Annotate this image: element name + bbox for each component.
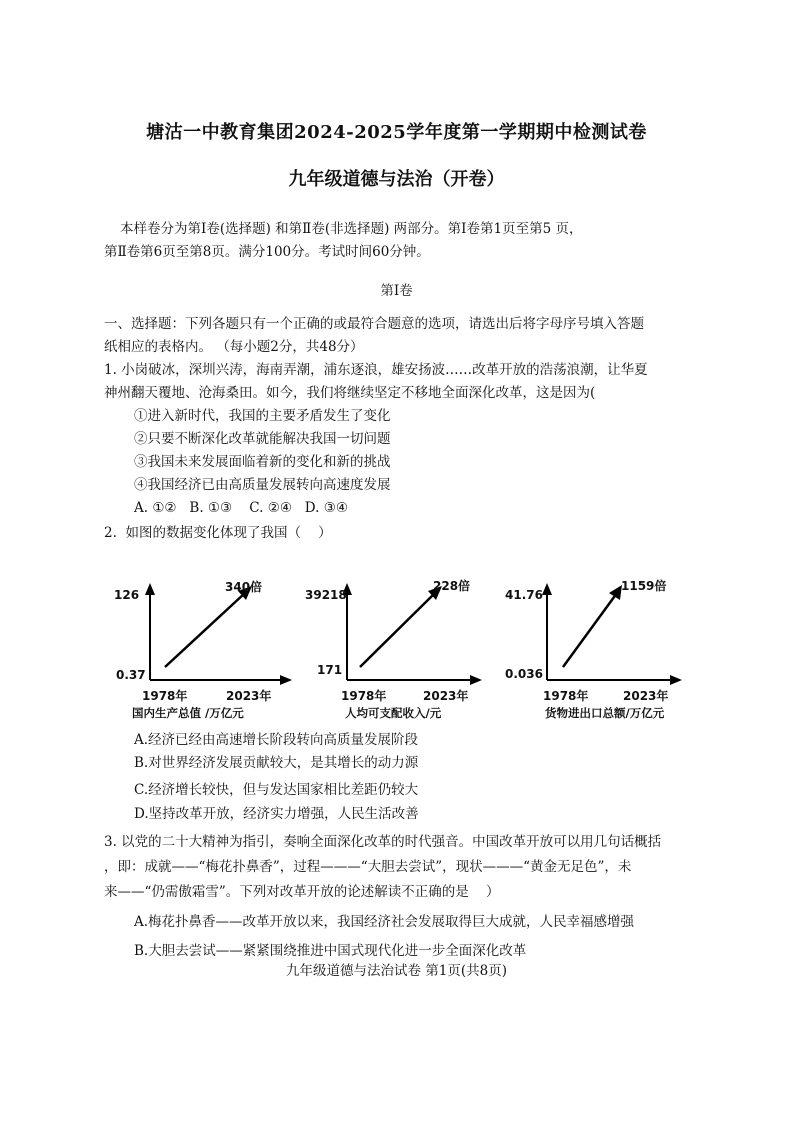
y-end-label: 126	[114, 588, 140, 602]
chart-income	[305, 575, 505, 725]
x-axis-arrowhead	[470, 675, 482, 685]
exam-subtitle: 九年级道德与法治（开卷）	[288, 169, 505, 190]
q1-options: A. ①② B. ①③ C. ②④ D. ③④	[134, 500, 348, 516]
intro-line-2: 第Ⅱ卷第6页至第8页。满分100分。考试时间60分钟。	[104, 244, 430, 260]
q1-stem-line-1: 1. 小岗破冰，深圳兴涛，海南弄潮，浦东逐浪，雄安扬波……改革开放的浩荡浪潮，让华夏	[104, 362, 648, 378]
q2-option-c: C.经济增长较快，但与发达国家相比差距仍较大	[134, 782, 419, 798]
y-axis-arrowhead	[542, 583, 552, 595]
q3-stem-line-1: 3. 以党的二十大精神为指引，奏响全面深化改革的时代强音。中国改革开放可以用几句话概括	[104, 834, 662, 850]
q1-item-3: ③我国未来发展面临着新的变化和新的挑战	[134, 454, 391, 470]
y-end-label: 41.76	[505, 588, 543, 602]
x-start-label: 1978年	[543, 689, 589, 703]
q3-stem-line-2: ，即：成就——“梅花扑鼻香”，过程———“大胆去尝试”，现状———“黄金无足色”，未	[104, 859, 632, 875]
y-start-label: 0.37	[116, 668, 146, 682]
page-footer: 九年级道德与法治试卷 第1页(共8页)	[285, 963, 507, 979]
q3-option-a: A.梅花扑鼻香——改革开放以来，我国经济社会发展取得巨大成就，人民幸福感增强	[134, 914, 635, 930]
y-axis-arrowhead	[145, 583, 155, 595]
q2-option-d: D.坚持改革开放，经济实力增强，人民生活改善	[134, 806, 419, 822]
chart-gdp	[110, 575, 310, 725]
chart-caption: 货物进出口总额/万亿元	[545, 706, 665, 720]
growth-annotation: 1159倍	[621, 579, 667, 593]
x-end-label: 2023年	[623, 689, 669, 703]
q3-stem-line-3: 来——“仍需傲霜雪”。下列对改革开放的论述解读不正确的是 ）	[104, 884, 500, 900]
q2-option-b: B.对世界经济发展贡献较大，是其增长的动力源	[134, 755, 419, 771]
chart-trade	[505, 575, 705, 725]
trend-line	[563, 593, 617, 667]
y-end-label: 39218	[305, 588, 347, 602]
q1-item-1: ①进入新时代，我国的主要矛盾发生了变化	[134, 408, 391, 424]
exam-title: 塘沽一中教育集团2024-2025学年度第一学期期中检测试卷	[146, 122, 647, 143]
intro-line-1: 本样卷分为第Ⅰ卷(选择题) 和第Ⅱ卷(非选择题) 两部分。第Ⅰ卷第1页至第5 页，	[120, 221, 583, 237]
x-end-label: 2023年	[423, 689, 469, 703]
x-end-label: 2023年	[226, 689, 272, 703]
part-label: 第Ⅰ卷	[380, 283, 413, 299]
chart-caption: 国内生产总值 /万亿元	[132, 706, 244, 720]
x-axis-arrowhead	[670, 675, 682, 685]
chart-gdp-svg	[110, 575, 310, 725]
y-start-label: 171	[317, 663, 343, 677]
q3-option-b: B.大胆去尝试——紧紧围绕推进中国式现代化进一步全面深化改革	[134, 943, 527, 959]
x-axis-arrowhead	[280, 675, 292, 685]
x-start-label: 1978年	[341, 689, 387, 703]
q2-stem: 2. 如图的数据变化体现了我国（ ）	[104, 525, 332, 541]
growth-annotation: 340倍	[225, 580, 263, 594]
q1-item-2: ②只要不断深化改革就能解决我国一切问题	[134, 431, 391, 447]
trend-line	[360, 593, 435, 667]
growth-annotation: 228倍	[433, 579, 471, 593]
q2-option-a: A.经济已经由高速增长阶段转向高质量发展阶段	[134, 732, 419, 748]
y-start-label: 0.036	[505, 667, 543, 681]
section-heading-line-2: 纸相应的表格内。 （每小题2分，共48分）	[104, 339, 364, 355]
chart-caption: 人均可支配收入/元	[345, 706, 442, 720]
trend-line	[165, 593, 245, 667]
q1-item-4: ④我国经济已由高质量发展转向高速度发展	[134, 477, 391, 493]
q1-stem-line-2: 神州翻天覆地、沧海桑田。如今，我们将继续坚定不移地全面深化改革，这是因为(	[104, 385, 596, 401]
x-start-label: 1978年	[142, 689, 188, 703]
section-heading-line-1: 一、选择题：下列各题只有一个正确的或最符合题意的选项，请选出后将字母序号填入答题	[104, 316, 644, 332]
